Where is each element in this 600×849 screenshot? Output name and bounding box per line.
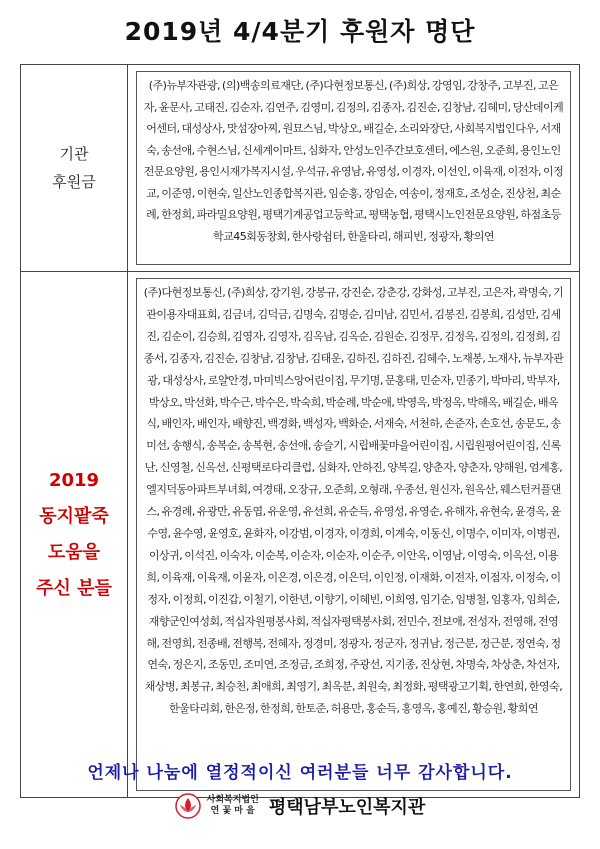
individual-row bbox=[21, 272, 580, 798]
individual-names-cell bbox=[128, 272, 580, 798]
individual-label-line4: 주신 분들 bbox=[36, 577, 112, 599]
institution-label bbox=[22, 140, 126, 196]
individual-label bbox=[22, 463, 126, 607]
individual-names: (주)다현정보통신, (주)희상, 강기원, 강봉규, 강진순, 강춘강, 강화성, 고부진, 고은자, 곽명숙, 기관이용자대표회, 김금녀, 김덕금, 김명숙, 김명순, 김미남, 김민서, 김봉진, 김봉희, 김성만, 김세진, 김순이, 김승희, 김영자, 김영자, 김옥남, 김옥순, 김원순, 김정무, 김정옥, 김정의, 김정희, 김종서, 김종자, 김진순, 김창남, 김창남, 김태운, 김하진, 김하진, 김혜수, 노재봉, 노재사, 뉴부자관광, 대성상사, 로얄안경, 마미빅스앙어린이집, 무기명, 문홍태, 민순자, 민종기, 박마리, 박부자, 박상오, 박선화, 박수근, 박수은, 박숙희, 박순례, 박순애, 박영옥, 박정옥, 박해옥, 배길순, 배옥식, 배인자, 배인자, 배향진, 백경화, 백성자, 백화순, 서재숙, 서천하, 손준자, 손호선, 송문도, 송미선, 송행식, 송복순, 송복현, 송선애, 송슬기, 시립배꽃마을어린이집, 시립원평어린이집, 신록난, 신영철, 신옥선, 신평택로타리클럽, 심화자, 안하진, 양복길, 양춘자, 양춘자, 양해원, 엄계홍, 엘지덕동아파트부녀회, 여경태, 오장규, 오준희, 오형래, 우종선, 원신자, 원옥산, 웨스턴커플댄스, 유경례, 유광만, 유동엽, 유운영, 유선희, 유순득, 유영성, 유영순, 유해자, 유현숙, 윤경옥, 윤수영, 윤수영, 윤영호, 윤화자, 이강범, 이경자, 이경희, 이계숙, 이동신, 이명수, 이미자, 이병권, 이상귀, 이석진, 이숙자, 이순복, 이순자, 이순자, 이순주, 이안옥, 이영남, 이영숙, 이옥선, 이용희, 이육재, 이육재, 이윤자, 이은경, 이은경, 이은덕, 이인정, 이재화, 이전자, 이점자, 이정숙, 이정자, 이정희, 이진갑, 이철기, 이한년, 이향기, 이혜빈, 이희영, 임기순, 임병철, 임홍자, 임희순, 재향군인여성회, 적십자원평봉사회, 적십자평택봉사회, 전민수, 전보애, 전성자, 전영해, 전영해, 전영희, 전종배, 전행복, 전혜자, 정경미, 정광자, 정군자, 정귀남, 정근분, 정근분, 정연숙, 정연숙, 정은지, 조동민, 조미연, 조정금, 조희정, 주광선, 지기종, 진상현, 차명숙, 차상춘, 차선자, 채상병, 최봉규, 최승천, 최애희, 최영기, 최옥분, 최원숙, 최정화, 평택광고기획, 한연희, 한영숙, 한울타리회, 한은정, 한정희, 한토준, 허용만, 홍순득, 홍영옥, 홍예진, 황승원, 황희연 bbox=[136, 278, 571, 791]
institution-names: (주)뉴부자관광, (의)백송의료재단, (주)다현정보통신, (주)희상, 강영임, 강창주, 고부진, 고은자, 윤문사, 고태진, 김순자, 김연주, 김영미, 김정의, 김종자, 김진순, 김창남, 김혜미, 당산데이케어센터, 대성상사, 맛섬장아찌, 원묘스님, 박상오, 배길순, 소리와장단, 사회복지법인다우, 서재숙, 송선애, 수현스님, 신세계이마트, 심화자, 안성노인주간보호센터, 에스원, 오준희, 용인노인전문요양원, 용인시재가복지시설, 우석규, 유영남, 유영성, 이경자, 이선인, 이육재, 이전자, 이정교, 이준영, 이현숙, 일산노인종합복지관, 임순홍, 장임순, 여송이, 정재호, 조성순, 진상천, 최순례, 한정희, 파라밀요양원, 평택기계공업고등학교, 평택농협, 평택시노인전문요양원, 하점초등학교45회동창회, 한사랑쉼터, 한울타리, 해피빈, 정광자, 황의연 bbox=[136, 71, 571, 265]
sponsor-table bbox=[20, 64, 580, 798]
individual-label-line3: 도움을 bbox=[47, 541, 101, 563]
page-title: 2019년 4/4분기 후원자 명단 bbox=[124, 17, 476, 46]
footer bbox=[0, 792, 600, 820]
individual-label-cell bbox=[21, 272, 128, 798]
individual-label-line2: 동지팥죽 bbox=[39, 505, 109, 527]
thanks-message: 언제나 나눔에 열정적이신 여러분들 너무 감사합니다. bbox=[87, 763, 513, 783]
institution-label-cell bbox=[21, 65, 128, 272]
institution-names-cell bbox=[128, 65, 580, 272]
institution-row bbox=[21, 65, 580, 272]
org-name: 평택남부노인복지관 bbox=[268, 797, 426, 818]
institution-label-line2: 후원금 bbox=[52, 173, 96, 191]
individual-label-line1: 2019 bbox=[48, 469, 100, 491]
institution-label-line1: 기관 bbox=[59, 145, 89, 163]
org-type: 사회복지법인 bbox=[206, 795, 259, 805]
lotus-logo-icon bbox=[175, 793, 201, 819]
org-type-block bbox=[207, 795, 259, 817]
org-sub: 연 꽃 마 을 bbox=[210, 806, 255, 816]
